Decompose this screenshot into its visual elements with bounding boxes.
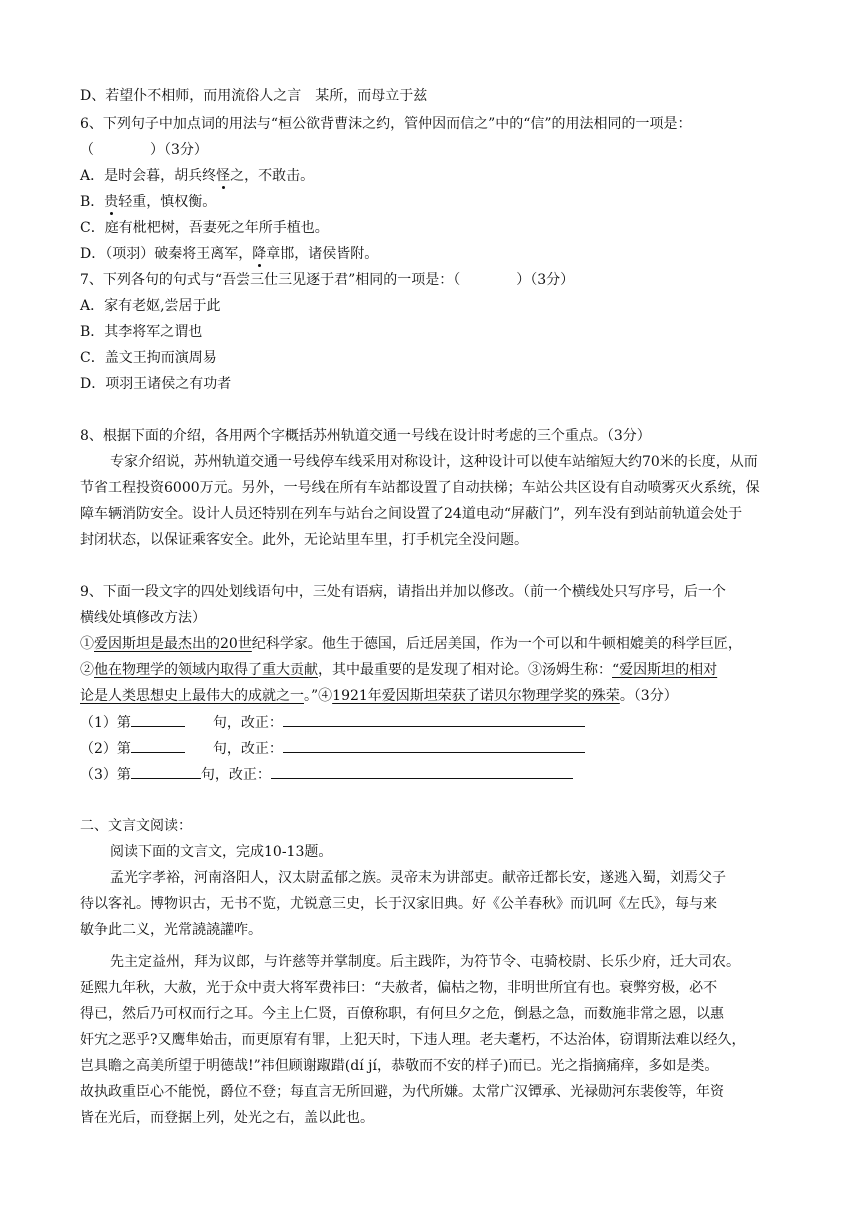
answer-blank-number[interactable]	[131, 738, 185, 753]
q7-option-a: A．家有老妪,尝居于此	[80, 298, 221, 314]
q9-stem: 9、下面一段文字的四处划线语句中，三处有语病，请指出并加以修改。（前一个横线处只写序号，后一个	[80, 584, 726, 600]
classical-passage-line: 岂具瞻之高美所望于明德哉!”祎但顾谢踧踖(dí jí，恭敬而不安的样子)而已。光之指摘痛痒，多如是类。	[80, 1058, 719, 1074]
underlined-sentence: 1921年爱因斯坦荣获了诺贝尔物理学奖的殊荣	[332, 688, 620, 704]
q7-stem: 7、下列各句的句式与“吾尝三仕三见逐于君”相同的一项是：（ ）（3分）	[80, 272, 575, 288]
q9-passage-line	[80, 660, 717, 680]
q6-option-b-text: 轻重，慎权衡。	[118, 194, 217, 210]
answer-blank-correction[interactable]	[283, 712, 585, 727]
q6-option-a-text-end: 之，不敢击。	[230, 168, 315, 184]
dotted-word: 怪	[216, 168, 231, 184]
passage-text: 。”④	[304, 688, 333, 704]
answer-label: （1）第	[80, 715, 131, 731]
q8-stem: 8、根据下面的介绍，各用两个字概括苏州轨道交通一号线在设计时考虑的三个重点。（3分）	[80, 428, 651, 444]
passage-text: ，其中最重要的是发现了相对论。③汤姆生称：	[318, 662, 612, 678]
q9-answer-row-3	[80, 764, 573, 785]
classical-passage-line: 先主定益州，拜为议郎，与许慈等并掌制度。后主践阼，为符节令、屯骑校尉、长乐少府，迁大司农。	[110, 954, 740, 970]
classical-passage-line: 敏争此二义，光常譊譊讙咋。	[80, 922, 262, 938]
q8-passage-line: 封闭状态，以保证乘客安全。此外，无论站里车里，打手机完全没问题。	[80, 532, 528, 548]
classical-passage-line: 孟光字孝裕，河南洛阳人，汉太尉孟郁之族。灵帝末为讲部吏。献帝迁都长安，遂逃入蜀，刘焉父子	[110, 870, 726, 886]
q7-option-b: B．其李将军之谓也	[80, 324, 203, 340]
q8-passage-line: 节省工程投资6000万元。另外，一号线在所有车站都设置了自动扶梯；车站公共区设有自动喷雾灭火系统，保	[80, 480, 760, 496]
answer-blank-number[interactable]	[131, 764, 201, 779]
q5-option-d: D、若望仆不相师，而用流俗人之言 某所，而母立于兹	[80, 88, 428, 104]
q6-stem: 6、下列句子中加点词的用法与“桓公欲背曹沫之约，管仲因而信之”中的“信”的用法相同的一项是：	[80, 116, 692, 132]
q7-option-d: D．项羽王诸侯之有功者	[80, 376, 232, 392]
section-intro: 阅读下面的文言文，完成10-13题。	[110, 844, 333, 860]
classical-passage-line: 延熙九年秋，大赦，光于众中责大将军费祎曰：“夫赦者，偏枯之物，非明世所宜有也。衰弊穷极，必不	[80, 980, 718, 996]
classical-passage-line: 奸宄之恶乎?又鹰隼始击，而更原宥有罪，上犯天时，下违人理。老夫耄朽，不达治体，窃谓斯法难以经久，	[80, 1032, 746, 1048]
q9-answer-row-2	[80, 738, 585, 759]
score-note: 。（3分）	[619, 688, 678, 704]
underlined-sentence: 论是人类思想史上最伟大的成就之一	[80, 688, 304, 704]
q7-option-c: C．盖文王拘而演周易	[80, 350, 217, 366]
q6-option-a	[80, 166, 314, 186]
underlined-sentence: “爱因斯坦的相对	[612, 662, 718, 678]
q6-answer-paren: （ ）（3分）	[80, 142, 208, 158]
passage-text: 纪科学家。他生于德国，后迁居美国，作为一个可以和牛顿相媲美的科学巨匠，	[251, 636, 742, 652]
classical-passage-line: 待以客礼。博物识古，无书不览，尤锐意三史，长于汉家旧典。好《公羊春秋》而讥呵《左氏》，每与来	[80, 896, 717, 912]
q6-option-a-text: A．是时会暮，胡兵终	[80, 168, 217, 184]
q6-option-b-label: B．	[80, 194, 105, 210]
dotted-word: 贵	[104, 194, 119, 210]
classical-passage-line: 得已，然后乃可权而行之耳。今主上仁贤，百僚称职，有何旦夕之危，倒悬之急，而数施非常之恩，以惠	[80, 1006, 724, 1022]
section-heading: 二、文言文阅读：	[80, 818, 192, 834]
answer-blank-correction[interactable]	[283, 738, 585, 753]
answer-blank-number[interactable]	[131, 712, 185, 727]
sentence-number: ②	[80, 662, 94, 678]
q8-passage-line: 障车辆消防安全。设计人员还特别在列车与站台之间设置了24道电动“屏蔽门”，列车没有到站前轨道会处于	[80, 506, 743, 522]
classical-passage-line: 故执政重臣心不能悦，爵位不登；每直言无所回避，为代所嫌。太常广汉镡承、光禄勋河东裴俊等，年资	[80, 1084, 724, 1100]
answer-label: （2）第	[80, 741, 131, 757]
underlined-sentence: 爱因斯坦是最杰出的20世	[94, 636, 252, 652]
q6-option-d-text: D．（项羽）破秦将王离军，	[80, 246, 253, 262]
q6-option-d	[80, 244, 378, 264]
classical-passage-line: 皆在光后，而登据上列，处光之右，盖以此也。	[80, 1110, 374, 1126]
q9-answer-row-1	[80, 712, 585, 733]
sentence-number: ①	[80, 636, 94, 652]
q6-option-b	[80, 192, 216, 212]
answer-label: 句，改正：	[212, 715, 283, 731]
answer-blank-correction[interactable]	[271, 764, 573, 779]
q6-option-d-text-end: 章邯，诸侯皆附。	[266, 246, 379, 262]
answer-label: （3）第	[80, 767, 131, 783]
answer-label: 句，改正：	[212, 741, 283, 757]
q9-passage-line	[80, 634, 742, 654]
dotted-word: 降	[252, 246, 267, 262]
q9-passage-line	[80, 686, 678, 706]
q6-option-c: C．庭有枇杷树，吾妻死之年所手植也。	[80, 220, 329, 236]
underlined-sentence: 他在物理学的领域内取得了重大贡献	[94, 662, 318, 678]
q8-passage-line: 专家介绍说，苏州轨道交通一号线停车线采用对称设计，这种设计可以使车站缩短大约70米的长度，从而	[110, 454, 758, 470]
q9-stem-cont: 横线处填修改方法）	[80, 610, 206, 626]
answer-label: 句，改正：	[200, 767, 271, 783]
